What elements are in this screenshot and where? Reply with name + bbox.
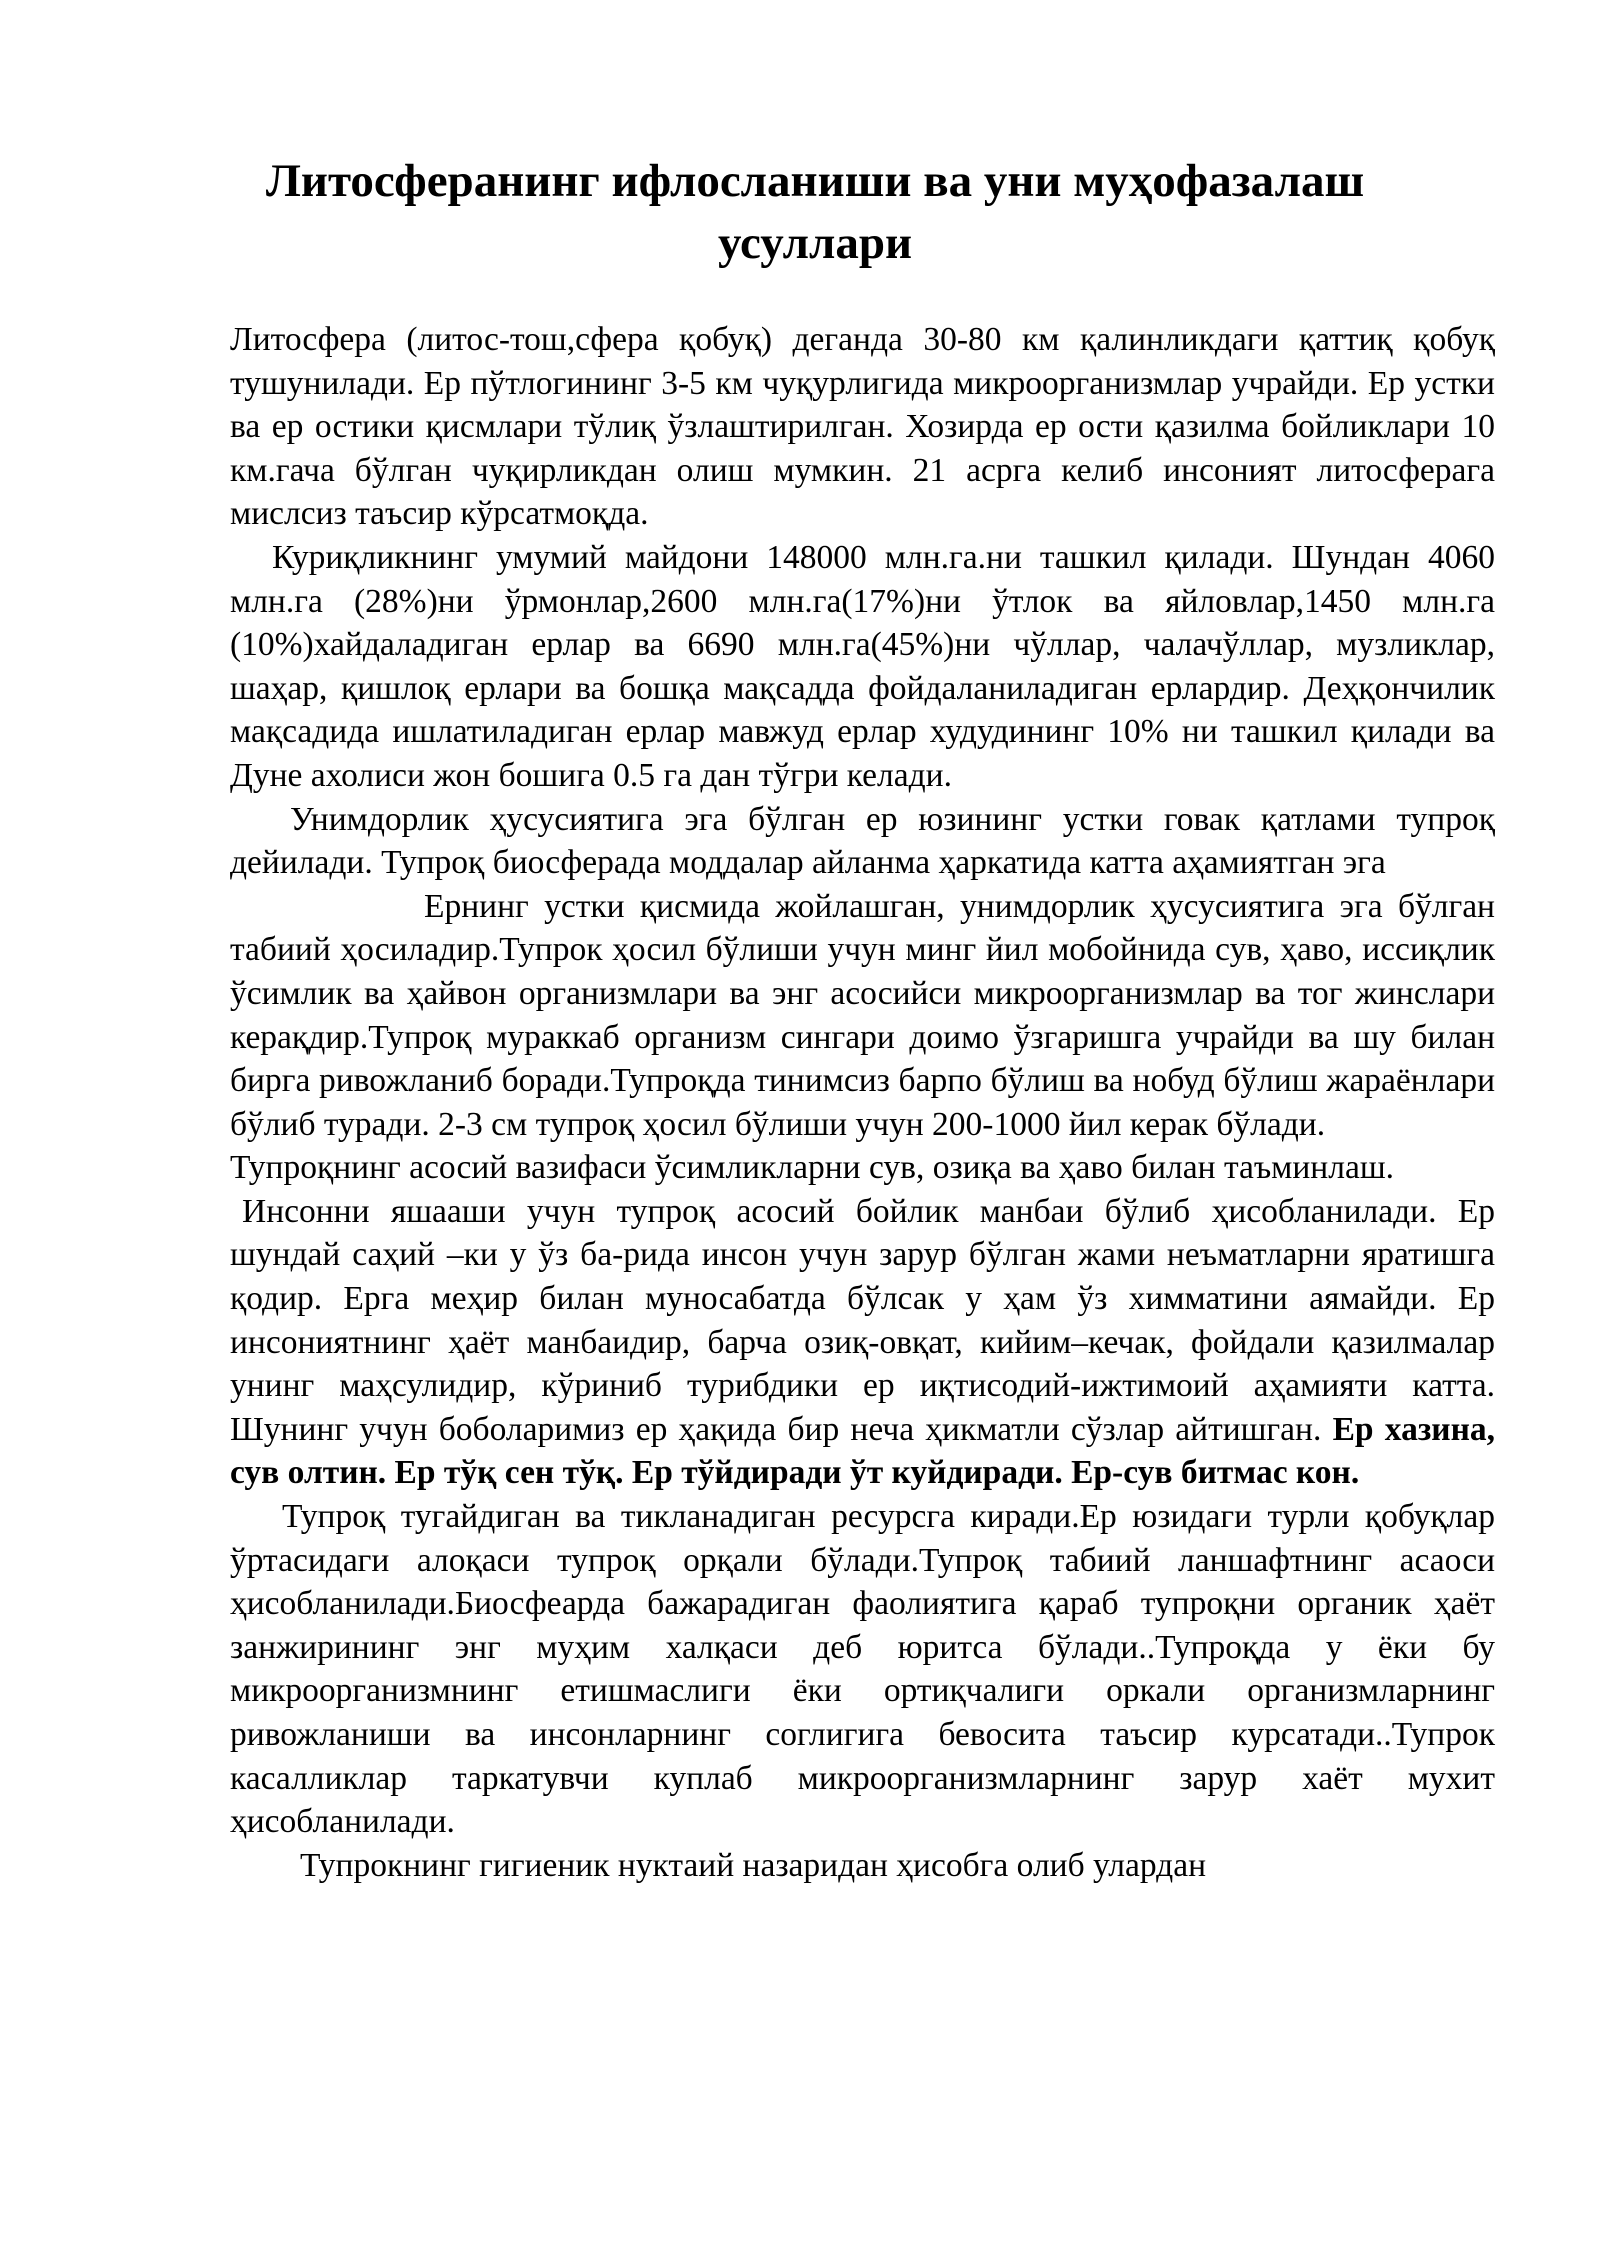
paragraph-lithosphere-definition: Литосфера (литос-тош,сфера қобуқ) деганда 30-80 км қалинликдаги қаттиқ қобуқ тушунилади. Ер пўтлогининг 3-5 км чуқурлигида микроорганизмлар учрайди. Ер устки ва ер остики қисмлари тўлиқ ўзлаштирилган. Хозирда ер ости қазилма бойликлари 10 км.гача бўлган чуқирликдан олиш мумкин. 21 асрга келиб инсоният литосферага мислсиз таъсир кўрсатмоқда. — [230, 321, 1495, 533]
paragraph-land-area: Куриқликнинг умумий майдони 148000 млн.га.ни ташкил қилади. Шундан 4060 млн.га (28%)ни ўрмонлар,2600 млн.га(17%)ни ўтлок ва яйловлар,1450 млн.га (10%)хайдаладиган ерлар ва 6690 млн.га(45%)ни чўллар, чалачўллар, музликлар, шаҳар, қишлоқ ерлари ва бошқа мақсадда фойдаланиладиган ерлардир. Деҳқончилик мақсадида ишлатиладиган ерлар мавжуд ерлар худудининг 10% ни ташкил қилади ва Дуне ахолиси жон бошига 0.5 га дан тўгри келади. — [230, 538, 1495, 794]
proverbs-bold: Ер хазина, сув олтин. Ер тўқ сен тўқ. Ер тўйдиради ўт куйдиради. Ер-сув битмас кон. — [230, 1410, 1496, 1492]
paragraph-soil-formation: Ернинг устки қисмида жойлашган, унимдорлик ҳусусиятига эга бўлган табиий ҳосиладир.Тупрок ҳосил бўлиши учун минг йил мобойнида сув, ҳаво, иссиқлик ўсимлик ва ҳайвон организмлари ва энг асосийси микроорганизмлар ва тог жинслари керақдир.Тупроқ мураккаб организм сингари доимо ўзгаришга учрайди ва шу билан бирга ривожланиб боради.Тупроқда тинимсиз барпо бўлиш ва нобуд бўлиш жараёнлари бўлиб туради. 2-3 см тупроқ ҳосил бўлиши учун 200-1000 йил керак бўлади. — [230, 887, 1495, 1143]
paragraph-soil-wealth — [230, 1190, 1495, 1495]
document-body — [230, 318, 1495, 1887]
paragraph-soil-resource: Тупроқ тугайдиган ва тикланадиган ресурсга киради.Ер юзидаги турли қобуқлар ўртасидаги алоқаси тупроқ орқали бўлади.Тупроқ табиий ланшафтнинг асаоси ҳисобланилади.Биосфеарда бажарадиган фаолиятига қараб тупроқни органик ҳаёт занжирининг энг муҳим халқаси деб юритса бўлади..Тупроқда у ёки бу микроорганизмнинг етишмаслиги ёки ортиқчалиги оркали организмларнинг ривожланиши ва инсонларнинг соглигига бевосита таъсир курсатади..Тупрок касалликлар таркатувчи куплаб микроорганизмларнинг зарур хаёт мухит ҳисобланилади. — [230, 1498, 1495, 1841]
paragraph-soil-definition: Унимдорлик ҳусусиятига эга бўлган ер юзининг устки говак қатлами тупроқ дейилади. Тупроқ биосферада моддалар айланма ҳаркатида катта аҳамиятган эга — [230, 800, 1495, 882]
paragraph-soil-function: Тупроқнинг асосий вазифаси ўсимликларни сув, озиқа ва ҳаво билан таъминлаш. — [230, 1149, 1394, 1187]
document-title: Литосферанинг ифлосланиши ва уни муҳофазалаш усуллари — [265, 155, 1365, 269]
paragraph-soil-hygiene: Тупрокнинг гигиеник нуктаий назаридан ҳисобга олиб улардан — [300, 1846, 1207, 1884]
paragraph-soil-wealth-text: Инсонни яшааши учун тупроқ асосий бойлик манбаи бўлиб ҳисобланилади. Ер шундай саҳий –ки у ўз ба-рида инсон учун зарур бўлган жами неъматларни яратишга қодир. Ерга меҳир билан муносабатда бўлсак у ҳам ўз химматини аямайди. Ер инсониятнинг ҳаёт манбаидир, барча озиқ-овқат, кийим–кечак, фойдали қазилмалар унинг маҳсулидир, кўриниб турибдики ер иқтисодий-ижтимоий аҳамияти катта. Шунинг учун боболаримиз ер ҳақида бир неча ҳикматли сўзлар айтишган. — [230, 1192, 1495, 1448]
